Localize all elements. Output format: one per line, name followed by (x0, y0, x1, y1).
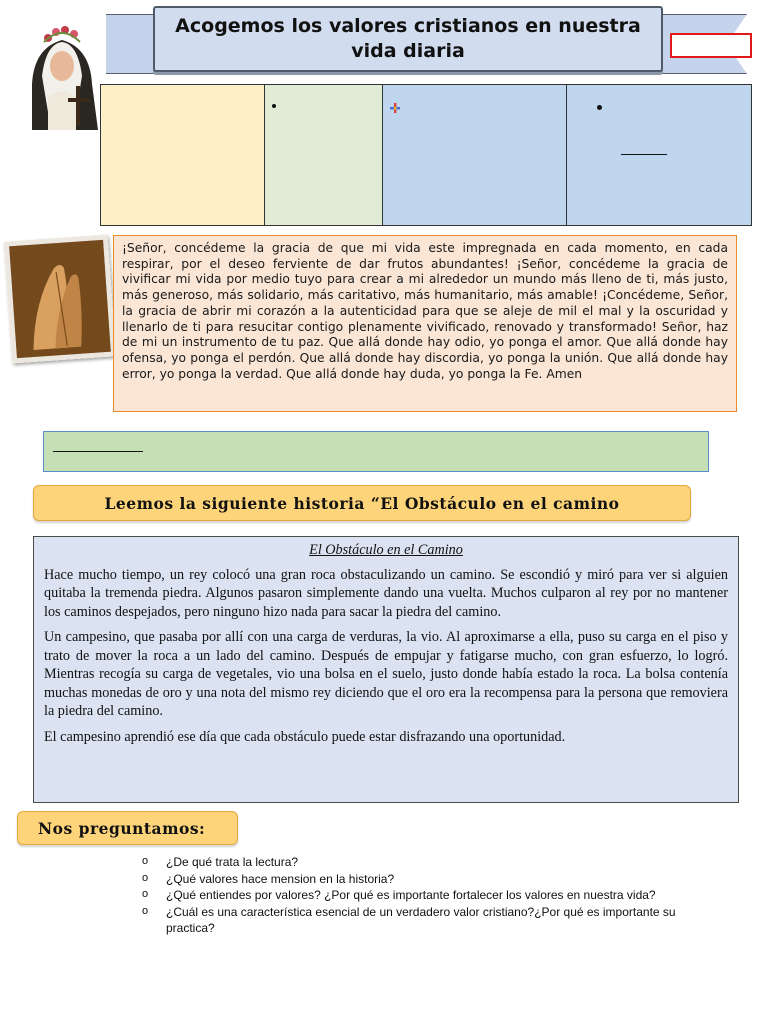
story-heading: Leemos la siguiente historia “El Obstáculo en el camino (104, 493, 620, 513)
table-cell-2[interactable] (265, 85, 383, 225)
values-table (100, 84, 752, 226)
story-heading-banner (33, 485, 691, 521)
blank-underline (53, 451, 143, 452)
small-cross-icon (389, 99, 401, 118)
praying-hands-icon (4, 235, 116, 364)
list-item: o ¿De qué trata la lectura? (142, 854, 722, 871)
page-title: Acogemos los valores cristianos en nuestra vida diaria (175, 15, 641, 62)
bullet-icon (597, 105, 602, 110)
table-cell-1[interactable] (101, 85, 265, 225)
story-paragraph: Hace mucho tiempo, un rey colocó una gran roca obstaculizando un camino. Se escondió y miró para ver si alguien quitaba la tremenda piedra. Algunos pasaron simplemente dando una vuelta. Muchos culparon al rey por no mantener los caminos despejados, pero ninguno hizo nada para sacar la piedra del camino. (44, 566, 728, 620)
saint-portrait-icon (18, 14, 106, 130)
story-paragraph: El campesino aprendió ese día que cada obstáculo puede estar disfrazando una oportunidad. (44, 728, 566, 745)
questions-heading-banner (17, 811, 238, 845)
story-box (33, 536, 739, 803)
green-answer-box[interactable] (43, 431, 709, 472)
title-banner (153, 6, 663, 72)
table-cell-4[interactable] (567, 85, 751, 225)
empty-red-box[interactable] (670, 33, 752, 58)
questions-heading: Nos preguntamos: (38, 818, 206, 838)
story-title: El Obstáculo en el Camino (309, 542, 463, 558)
list-item: o ¿Cuál es una característica esencial de un verdadero valor cristiano?¿Por qué es importante su practica? (142, 904, 722, 937)
list-item: o ¿Qué entiendes por valores? ¿Por qué es importante fortalecer los valores en nuestra vida? (142, 887, 722, 904)
list-item: o ¿Qué valores hace mension en la historia? (142, 871, 722, 888)
questions-list (142, 854, 722, 937)
story-paragraph: Un campesino, que pasaba por allí con una carga de verduras, la vio. Al aproximarse a ella, puso su carga en el piso y trato de mover la roca a un lado del camino. Después de empujar y fatigarse mucho, con gran esfuerzo, lo logró. Mientras recogía su carga de vegetales, vio una bolsa en el suelo, justo donde había estado la roca. La bolsa contenía muchas monedas de oro y una nota del mismo rey diciendo que el oro era la recompensa para la persona que removiera la piedra del camino. (44, 629, 728, 719)
prayer-text-box: ¡Señor, concédeme la gracia de que mi vida este impregnada en cada momento, en cada respirar, por el deseo ferviente de dar frutos abundantes! ¡Señor, concédeme la gracia de vivificar mi vida por medio tuyo para crear a mi alrededor un mundo más lleno de ti, más justo, más generoso, más solidario, más caritativo, más humanitario, más amable! ¡Concédeme, Señor, la gracia de abrir mi corazón a la autenticidad para que se aleje de mil el mal y la oscuridad y llenarlo de ti para resucitar contigo plenamente vivificado, renovado y transformado! Señor, haz de mi un instrumento de tu paz. Que allá donde hay odio, yo ponga el amor. Que allá donde hay ofensa, yo ponga el perdón. Que allá donde hay discordia, yo ponga la unión. Que allá donde hay error, yo ponga la verdad. Que allá donde hay duda, yo ponga la Fe. Amen (113, 235, 737, 412)
table-cell-3[interactable] (383, 85, 567, 225)
blank-underline (621, 154, 667, 155)
bullet-icon (272, 104, 276, 108)
